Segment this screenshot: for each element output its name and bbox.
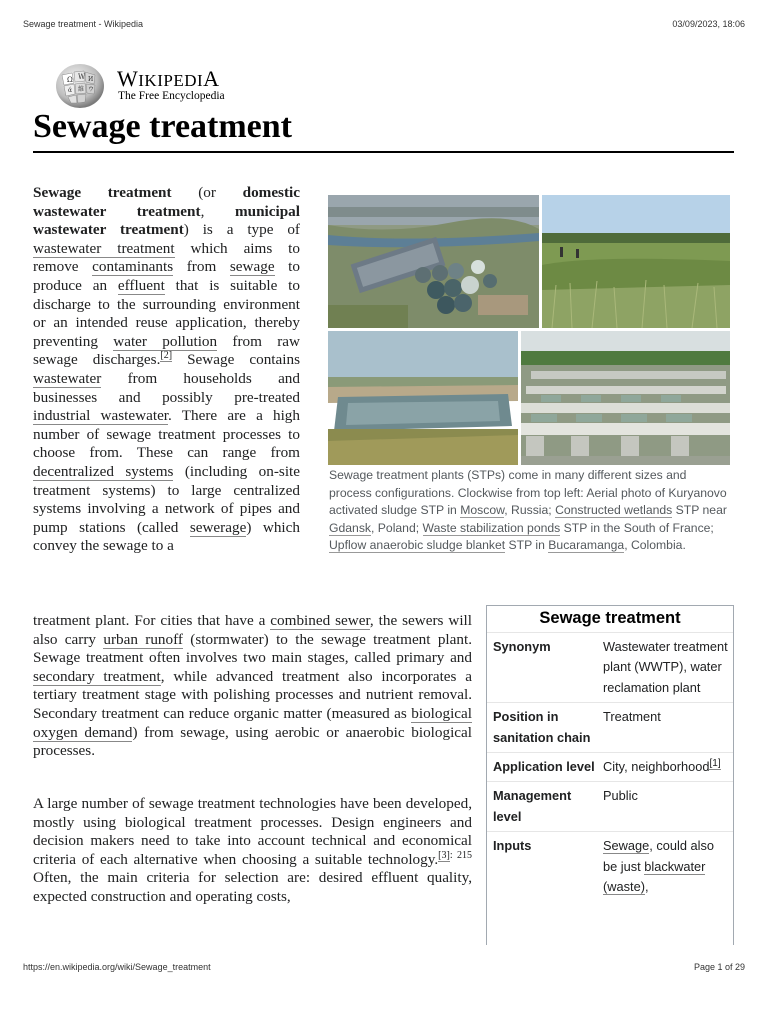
infobox-label: Synonym bbox=[493, 639, 551, 654]
link-water-pollution[interactable]: water pollution bbox=[113, 332, 218, 350]
link-wastewater[interactable]: wastewater bbox=[33, 369, 102, 387]
infobox-row-inputs bbox=[487, 832, 733, 901]
infobox-title: Sewage treatment bbox=[487, 606, 733, 633]
infobox-label: Position in sanitation chain bbox=[493, 709, 591, 745]
wikipedia-globe-icon bbox=[54, 63, 106, 109]
infobox-row-application-level bbox=[487, 753, 733, 782]
infobox-label: Application level bbox=[493, 759, 595, 775]
link-industrial-wastewater[interactable]: industrial wastewater bbox=[33, 407, 169, 425]
photo-uasb-reactor[interactable] bbox=[521, 331, 730, 465]
infobox bbox=[486, 605, 734, 945]
link-contaminants[interactable]: contaminants bbox=[92, 258, 174, 276]
print-datetime: 03/09/2023, 18:06 bbox=[672, 19, 745, 29]
wikipedia-tagline: The Free Encyclopedia bbox=[118, 90, 225, 102]
page-title: Sewage treatment bbox=[33, 108, 293, 145]
reference-link[interactable]: [2] bbox=[160, 350, 173, 362]
link-secondary-treatment[interactable]: secondary treatment bbox=[33, 667, 161, 685]
link-waste-stabilization-ponds[interactable]: Waste stabilization ponds bbox=[422, 520, 561, 535]
infobox-label: Inputs bbox=[493, 838, 532, 854]
link-gdansk[interactable]: Gdansk bbox=[329, 520, 372, 535]
lead-paragraph-continued: treatment plant. For cities that have a combined sewer, the sewers will also carry urban runoff (stormwater) to the sewage treatment plant. Sewage treatment often involves two main stages, called primary and secondary treatment, while advanced treatment also incorporates a tertiary treatment stage with polishing processes and nutrient removal. Secondary treatment can reduce organic matter (measured as biological oxygen demand) from sewage, using aerobic or anaerobic biological processes. bbox=[33, 612, 473, 760]
infobox-value: Public bbox=[603, 788, 638, 804]
infobox-row-management-level bbox=[487, 782, 733, 832]
reference-link[interactable]: [3] bbox=[438, 849, 450, 861]
infobox-row-position bbox=[487, 703, 733, 753]
photo-constructed-wetlands[interactable] bbox=[542, 195, 730, 328]
print-url: https://en.wikipedia.org/wiki/Sewage_treatment bbox=[23, 962, 211, 972]
print-page-number: Page 1 of 29 bbox=[693, 962, 745, 972]
photo-aerial-treatment-plant[interactable] bbox=[328, 195, 539, 328]
svg-text:Ω: Ω bbox=[67, 76, 73, 84]
svg-text:維: 維 bbox=[78, 86, 85, 93]
title-divider bbox=[33, 151, 734, 153]
link-blackwater[interactable]: blackwater (waste) bbox=[603, 858, 706, 895]
link-decentralized-systems[interactable]: decentralized systems bbox=[33, 462, 174, 480]
reference-link[interactable]: [1] bbox=[709, 757, 721, 769]
link-effluent[interactable]: effluent bbox=[117, 276, 165, 294]
print-title: Sewage treatment - Wikipedia bbox=[23, 19, 144, 29]
image-gallery bbox=[328, 195, 730, 465]
link-urban-runoff[interactable]: urban runoff bbox=[103, 630, 183, 648]
infobox-row-synonym bbox=[487, 633, 733, 703]
lead-paragraph: Sewage treatment (or domestic wastewater treatment, municipal wastewater treatment) is a type of wastewater treatment which aims to remove contaminants from sewage to produce an effluent that is suitable to discharge to the surrounding environment or an intended reuse application, thereby preventing water pollution from raw sewage discharges.[2] Sewage contains wastewater from households and businesses and possibly pre-treated industrial wastewater. There are a high number of sewage treatment processes to choose from. These can range from decentralized systems (including on-site treatment systems) to large centralized systems involving a network of pipes and pump stations (called sewerage) which convey the sewage to a bbox=[33, 184, 301, 555]
svg-text:W: W bbox=[78, 73, 86, 81]
svg-text:И: И bbox=[88, 76, 94, 83]
photo-stabilization-ponds[interactable] bbox=[328, 331, 518, 465]
infobox-value: Sewage, could also be just blackwater (waste), bbox=[603, 838, 714, 895]
link-moscow[interactable]: Moscow bbox=[460, 503, 505, 518]
link-biological-oxygen-demand[interactable]: biological oxygen demand bbox=[33, 704, 472, 741]
infobox-value: Treatment bbox=[603, 709, 661, 725]
link-combined-sewer[interactable]: combined sewer bbox=[270, 612, 370, 629]
wikipedia-logo[interactable] bbox=[54, 63, 254, 109]
link-sewerage[interactable]: sewerage bbox=[189, 518, 247, 536]
infobox-label: Management level bbox=[493, 788, 572, 824]
svg-text:ウ: ウ bbox=[88, 86, 95, 93]
svg-text:ά: ά bbox=[68, 87, 73, 94]
link-sewage-input[interactable]: Sewage bbox=[603, 838, 650, 854]
infobox-value: City, neighborhood[1] bbox=[603, 757, 721, 775]
link-constructed-wetlands[interactable]: Constructed wetlands bbox=[555, 503, 673, 518]
link-sewage[interactable]: sewage bbox=[229, 258, 275, 276]
link-wastewater-treatment[interactable]: wastewater treatment bbox=[33, 239, 175, 257]
link-uasb[interactable]: Upflow anaerobic sludge blanket bbox=[329, 538, 506, 553]
link-bucaramanga[interactable]: Bucaramanga bbox=[548, 538, 625, 553]
wikipedia-wordmark: WIKIPEDIA bbox=[117, 66, 220, 91]
body-paragraph: A large number of sewage treatment technologies have been developed, mostly using biological treatment processes. Design engineers and decision makers need to take into account technical and economical criteria of each alternative when choosing a suitable technology.$^{[3]: 215}$ Often, the main criteria for selection are: desired effluent quality, expected construction and operating costs, bbox=[33, 795, 473, 905]
infobox-value: Wastewater treatment plant (WWTP), water reclamation plant bbox=[603, 639, 728, 695]
gallery-caption: Sewage treatment plants (STPs) come in many different sizes and process configurations. Clockwise from top left: Aerial photo of Kuryanovo activated sludge STP in Moscow, Russia; Constructed wetlands STP near Gdansk, Poland; Waste stabilization ponds STP in the South of France; Upflow anaerobic sludge blanket STP in Bucaramanga, Colombia. bbox=[329, 468, 727, 553]
